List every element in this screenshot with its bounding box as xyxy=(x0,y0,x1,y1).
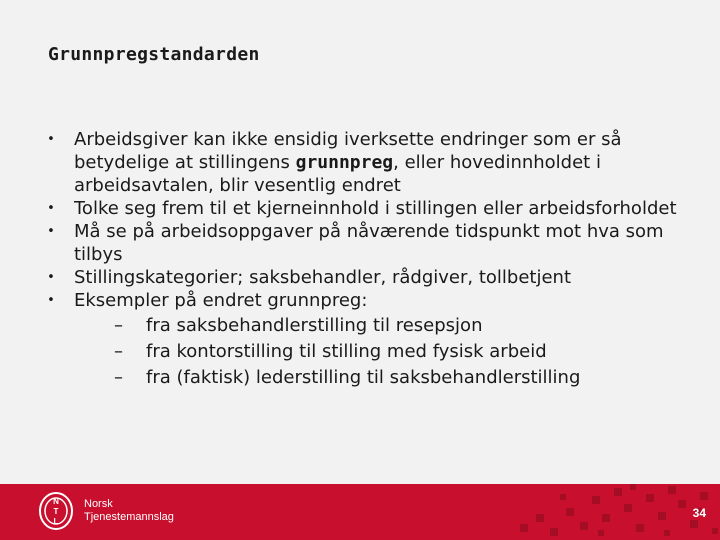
brand-line: Norsk xyxy=(84,498,113,510)
brand-line: Tjenestemannslag xyxy=(84,511,174,523)
bullet-list xyxy=(44,128,684,392)
logo-letter: N xyxy=(53,497,59,506)
bullet-text: Tolke seg frem til et kjerneinnhold i stillingen eller arbeidsforholdet xyxy=(74,198,677,219)
bullet-item xyxy=(44,220,684,266)
bullet-dot: • xyxy=(47,270,55,285)
logo-letter: L xyxy=(53,517,59,526)
bullet-dot: • xyxy=(47,224,55,239)
slide-title: Grunnpregstandarden xyxy=(48,44,260,65)
bullet-text: Må se på arbeidsoppgaver på nåværende tidspunkt mot hva som tilbys xyxy=(74,221,664,265)
sub-bullet-text: fra saksbehandlerstilling til resepsjon xyxy=(146,315,483,336)
brand-name xyxy=(84,498,174,524)
sub-bullet-list xyxy=(74,314,684,389)
bullet-text: Arbeidsgiver kan ikke ensidig iverksette endringer som er så betydelige at stillingens xyxy=(74,129,622,173)
dash-marker: – xyxy=(114,341,123,362)
bullet-item xyxy=(44,289,684,389)
bullet-item xyxy=(44,128,684,197)
bullet-dot: • xyxy=(47,132,55,147)
dash-marker: – xyxy=(114,367,123,388)
bullet-dot: • xyxy=(47,293,55,308)
sub-bullet-text: fra (faktisk) lederstilling til saksbehandlerstilling xyxy=(146,367,581,388)
page-number: 34 xyxy=(692,506,706,520)
sub-bullet-item xyxy=(114,340,684,363)
sub-bullet-item xyxy=(114,314,684,337)
bullet-text: , eller hovedinnholdet i arbeidsavtalen, blir vesentlig endret xyxy=(74,152,601,196)
bullet-item xyxy=(44,197,684,220)
bullet-item xyxy=(44,266,684,289)
bullet-emphasis: grunnpreg xyxy=(295,152,394,173)
ntl-logo xyxy=(38,491,74,531)
bullet-text: Eksempler på endret grunnpreg: xyxy=(74,290,368,311)
bullet-dot: • xyxy=(47,201,55,216)
logo-letter: T xyxy=(53,507,59,516)
dash-marker: – xyxy=(114,315,123,336)
bullet-text: Stillingskategorier; saksbehandler, rådgiver, tollbetjent xyxy=(74,267,571,288)
sub-bullet-item xyxy=(114,366,684,389)
sub-bullet-text: fra kontorstilling til stilling med fysisk arbeid xyxy=(146,341,547,362)
